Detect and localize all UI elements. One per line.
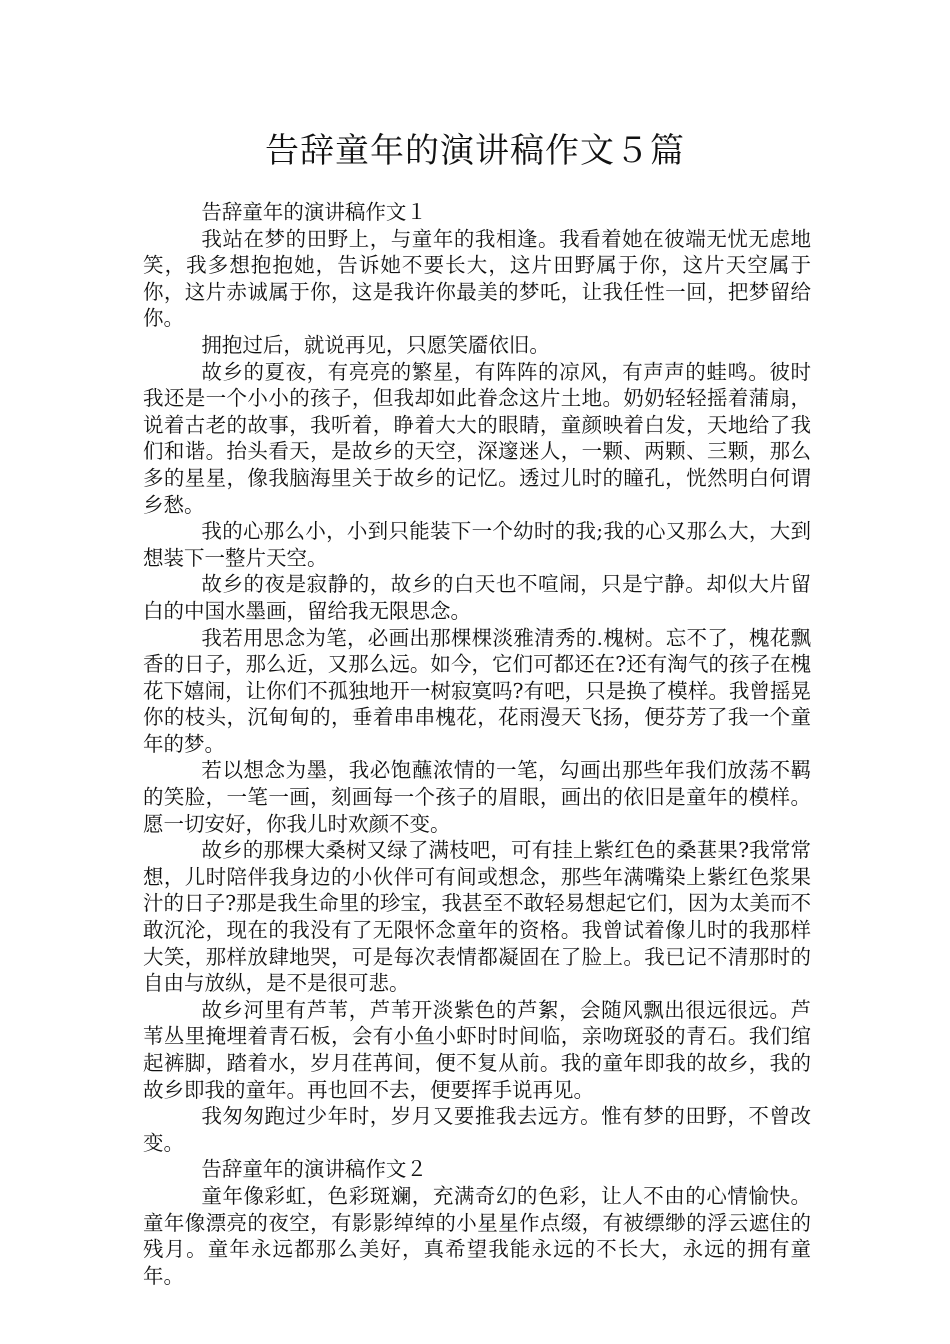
document-title: 告辞童年的演讲稿作文５篇	[265, 131, 685, 171]
paragraph: 故乡的夜是寂静的，故乡的白天也不喧闹，只是宁静。却似大片留白的中国水墨画，留给我无限思念。	[143, 572, 811, 623]
paragraph: 我匆匆跑过少年时，岁月又要推我去远方。惟有梦的田野，不曾改变。	[143, 1104, 811, 1155]
paragraph: 若以想念为墨，我必饱蘸浓情的一笔，勾画出那些年我们放荡不羁的笑脸，一笔一画，刻画每一个孩子的眉眼，画出的依旧是童年的模样。愿一切安好，你我儿时欢颜不变。	[143, 758, 811, 836]
section-heading: 告辞童年的演讲稿作文２	[201, 1157, 427, 1182]
paragraph: 童年像彩虹，色彩斑斓，充满奇幻的色彩，让人不由的心情愉快。童年像漂亮的夜空，有影影绰绰的小星星作点缀，有被缥缈的浮云遮住的残月。童年永远都那么美好，真希望我能永远的不长大，永远的拥有童年。	[143, 1183, 811, 1288]
section-heading: 告辞童年的演讲稿作文１	[201, 200, 427, 224]
paragraph: 我站在梦的田野上，与童年的我相逢。我看着她在彼端无忧无虑地笑，我多想抱抱她，告诉她不要长大，这片田野属于你，这片天空属于你，这片赤诚属于你，这是我许你最美的梦吒，让我任性一回，把梦留给你。	[143, 226, 811, 331]
paragraph: 我的心那么小，小到只能装下一个幼时的我;我的心又那么大，大到想装下一整片天空。	[143, 519, 811, 570]
paragraph: 拥抱过后，就说再见，只愿笑靥依旧。	[201, 332, 550, 357]
paragraph: 故乡河里有芦苇，芦苇开淡紫色的芦絮，会随风飘出很远很远。芦苇丛里掩埋着青石板，会有小鱼小虾时时间临，亲吻斑驳的青石。我们绾起裤脚，踏着水，岁月荏苒间，便不复从前。我的童年即我的故乡，我的故乡即我的童年。再也回不去，便要挥手说再见。	[143, 997, 811, 1102]
paragraph: 故乡的夏夜，有亮亮的繁星，有阵阵的凉风，有声声的蛙鸣。彼时我还是一个小小的孩子，但我却如此眷念这片土地。奶奶轻轻摇着蒲扇，说着古老的故事，我听着，睁着大大的眼睛，童颜映着白发，天地给了我们和谐。抬头看天，是故乡的天空，深邃迷人，一颗、两颗、三颗，那么多的星星，像我脑海里关于故乡的记忆。透过儿时的瞳孔，恍然明白何谓乡愁。	[143, 359, 811, 517]
paragraph: 我若用思念为笔，必画出那棵棵淡雅清秀的.槐树。忘不了，槐花飘香的日子，那么近，又那么远。如今，它们可都还在?还有淘气的孩子在槐花下嬉闹，让你们不孤独地开一树寂寞吗?有吧，只是换了模样。我曾摇晃你的枝头，沉甸甸的，垂着串串槐花，花雨漫天飞扬，便芬芳了我一个童年的梦。	[143, 625, 811, 756]
document-body	[143, 199, 811, 1289]
paragraph: 故乡的那棵大桑树又绿了满枝吧，可有挂上紫红色的桑葚果?我常常想，儿时陪伴我身边的小伙伴可有间或想念，那些年满嘴染上紫红色浆果汁的日子?那是我生命里的珍宝，我甚至不敢轻易想起它们，因为太美而不敢沉沦，现在的我没有了无限怀念童年的资格。我曾试着像儿时的我那样大笑，那样放肆地哭，可是每次表情都凝固在了脸上。我已记不清那时的自由与放纵，是不是很可悲。	[143, 838, 811, 996]
